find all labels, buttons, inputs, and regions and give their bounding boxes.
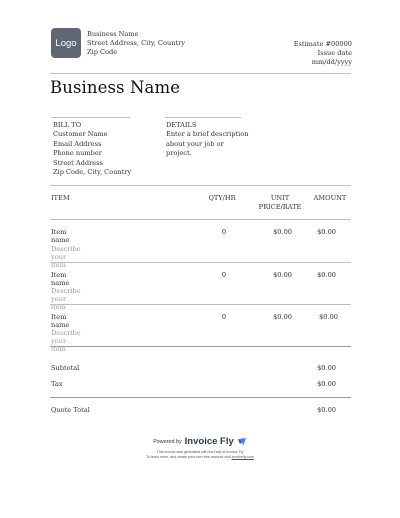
details-section [166,121,248,159]
details-line: Enter a brief description [166,130,249,139]
page-title: Business Name [50,78,181,97]
footer-link[interactable]: invoicefly.com [231,455,254,459]
col-header-amount: AMOUNT [313,194,347,202]
item-amount: $0.00 [317,271,336,279]
footer-line-2-text: To learn more, and create your own free account visit [146,455,232,459]
logo-placeholder: Logo [51,28,81,58]
tax-label: Tax [51,380,63,388]
bill-to-line: Street Address [53,158,103,167]
table-bottom-rule [50,346,351,347]
item-unit-price: $0.00 [273,313,292,321]
powered-by-text: Powered by [153,438,182,445]
bill-to-rule [52,117,130,118]
brand-name[interactable]: Invoice Fly [184,436,234,447]
powered-by [0,436,400,447]
business-name-small: Business Name [87,30,139,38]
table-header-rule [50,219,351,220]
bill-to-line: Email Address [53,139,102,148]
item-amount: $0.00 [319,313,338,321]
item-qty: 0 [221,313,227,321]
bill-to-heading: BILL TO [53,121,82,129]
details-line: project. [166,149,192,158]
bill-to-line: Phone number [53,149,102,158]
item-qty: 0 [221,271,227,279]
item-description: Describe your item [51,287,81,311]
col-header-item: ITEM [51,194,70,202]
item-description: Describe your item [51,329,81,353]
footer-line-1: This invoice was generated with the help of Invoice Fly [156,450,244,454]
bill-to-line: Zip Code, City, Country [53,168,132,177]
col-header-unit-line2: PRICE/RATE [258,203,302,212]
issue-date-label: Issue date [317,49,352,58]
col-header-unit [252,194,308,213]
issue-date-value: mm/dd/yyyy [311,58,352,67]
item-qty: 0 [221,228,227,236]
item-name: Item name [51,271,70,287]
invoice-fly-logo-icon [237,437,247,447]
tax-value: $0.00 [317,380,336,388]
quote-total-label: Quote Total [51,406,90,414]
row-divider [50,262,351,263]
estimate-number: Estimate #00000 [293,40,352,48]
item-unit-price: $0.00 [273,271,292,279]
business-street: Street Address, City, Country [87,39,185,48]
footer-line-2 [0,455,400,460]
header-divider [50,73,351,74]
business-zip: Zip Code [87,48,118,57]
col-header-unit-line1: UNIT [270,194,290,202]
business-info [87,30,185,58]
row-divider [50,304,351,305]
item-description: Describe your item [51,245,81,269]
col-header-qty: QTY/HR [208,194,236,202]
item-name: Item name [51,228,70,244]
estimate-info [294,40,352,68]
details-heading: DETAILS [166,121,197,129]
details-line: about your job or [166,139,224,148]
bill-to-section [53,121,131,177]
subtotal-value: $0.00 [317,364,336,372]
bill-to-line: Customer Name [53,130,108,139]
table-top-rule [50,185,351,186]
item-amount: $0.00 [317,228,336,236]
totals-rule [50,397,351,398]
footer-note [0,450,400,460]
item-unit-price: $0.00 [273,228,292,236]
item-name: Item name [51,313,70,329]
quote-total-value: $0.00 [317,406,336,414]
details-rule [165,117,241,118]
subtotal-label: Subtotal [51,364,80,372]
